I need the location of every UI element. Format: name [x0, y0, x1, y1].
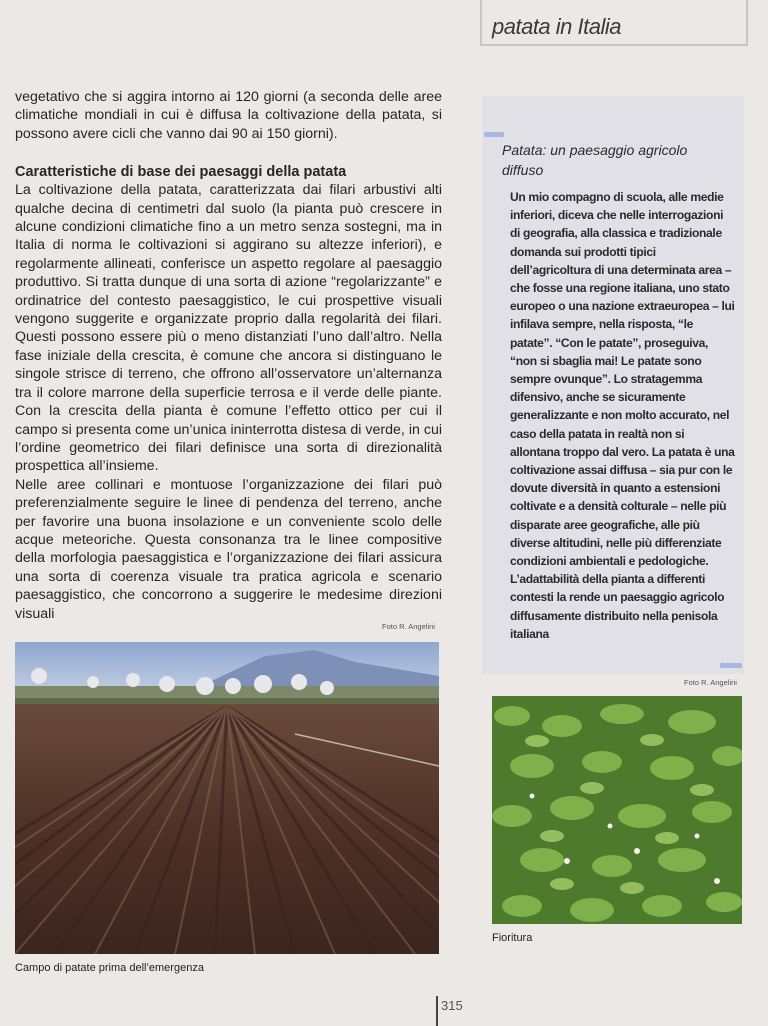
sidebar-title: Patata: un paesaggio agricolo diffuso	[502, 142, 688, 178]
section-heading: Caratteristiche di base dei paesaggi della patata	[15, 164, 347, 181]
field-photo-credit: Foto R. Angelini	[382, 622, 435, 631]
body-paragraph-2: Nelle aree collinari e montuose l’organizzazione dei filari può preferenzialmente seguire le linee di pendenza del terreno, anche per favorire una buona insolazione e un conveniente scolo delle acque meteoriche. Questa consonanza tra le linee compositive della morfologia paesaggistica e l’organizzazione dei filari assicura una sorta di coerenza visuale tra pratica agricola e scenario paesaggistico, che concorrono a suggerire le medesime direzioni visuali	[15, 476, 442, 622]
running-header-box	[480, 0, 748, 46]
intro-paragraph: vegetativo che si aggira intorno ai 120 giorni (a seconda delle aree climatiche mondiali in cui è diffusa la coltivazione della patata, si possono avere cicli che vanno dai 90 ai 150 giorni).	[15, 89, 442, 142]
main-text-column	[15, 88, 442, 623]
field-photo-caption: Campo di patate prima dell’emergenza	[15, 962, 204, 974]
body-paragraph-1: La coltivazione della patata, caratterizzata dai filari arbustivi alti qualche decina di centimetri dal suolo (la pianta può crescere in alcune condizioni climatiche fino a un metro senza sostegni, ma in Italia di norma le coltivazioni si aggirano su altezze inferiori), e regolarmente allineati, conferisce un aspetto regolare al paesaggio produttivo. Si tratta dunque di una sorta di azione “regolarizzante” e ordinatrice del contesto paesaggistico, le cui prospettive visuali vengono suggerite e organizzate proprio dalla regolarità dei filari. Questi possono essere più o meno distanziati l’uno dall’altro. Nella fase iniziale della crescita, è comune che ancora si distinguano le singole strisce di terreno, che offrono all’osservatore un’alternanza tra il colore marrone della superficie terrosa e il verde delle piante. Con la crescita della pianta è comune l’effetto ottico per cui il campo si presenta come un’unica ininterrotta distesa di verde, in cui l’ordine geometrico dei filari definisce una sorta di direzionalità prospettica all’insieme.	[15, 182, 442, 475]
sidebar-body: Un mio compagno di scuola, alle medie inferiori, diceva che nelle interrogazioni di geografia, alla classica e tradizionale domanda sui prodotti tipici dell’agricoltura di una determinata area – che fosse una regione italiana, uno stato europeo o una nazione extraeuropea – lui infilava sempre, nella risposta, “le patate”. “Con le patate”, proseguiva, “non si sbaglia mai! Le patate sono sempre ovunque”. Lo stratagemma difensivo, anche se sicuramente generalizzante e non molto accurato, nel caso della patata in realtà non si allontana troppo dal vero. La patata è una coltivazione assai diffusa – sia pur con le dovute diversità in quanto a estensioni coltivate e a densità colturale – nelle più disparate aree geografiche, alle più diverse altitudini, nelle più differenziate condizioni ambientali e pedologiche. L’adattabilità della pianta a differenti contesti la rende un paesaggio agricolo diffusamente distribuito nella penisola italiana	[510, 190, 735, 641]
flowering-photo	[492, 696, 742, 924]
plowed-field-image	[15, 642, 439, 954]
flowering-photo-caption: Fioritura	[492, 932, 533, 944]
field-photo	[15, 642, 439, 954]
sidebar-accent-mark	[484, 132, 504, 137]
flower-photo-credit: Foto R. Angelini	[684, 678, 737, 687]
potato-flowers-image	[492, 696, 742, 924]
sidebar-box	[482, 96, 744, 674]
running-header-title: patata in Italia	[492, 14, 621, 39]
sidebar-accent-mark-end	[720, 663, 742, 668]
page-number: 315	[436, 996, 463, 1026]
